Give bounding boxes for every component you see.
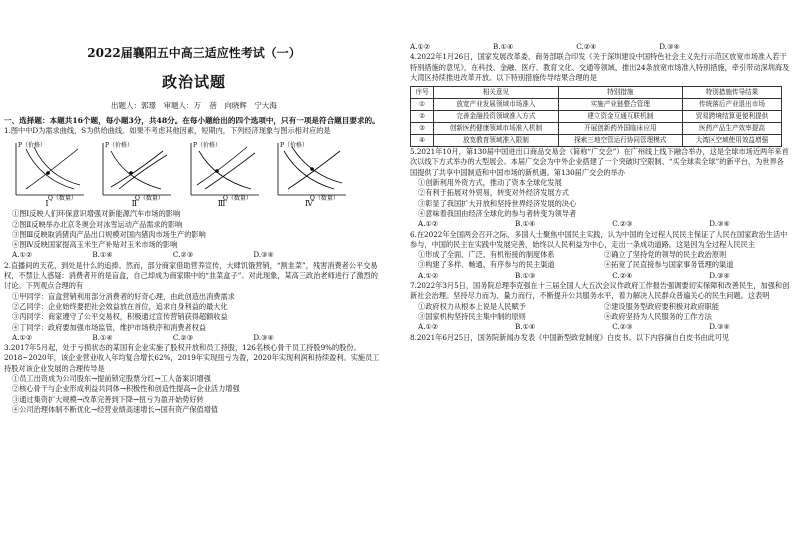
q7-option-b[interactable]: B.①④	[515, 322, 536, 332]
q3-option-d[interactable]: D.③④	[659, 42, 680, 51]
q5-option-b[interactable]: B.①④	[515, 219, 536, 229]
table-row	[411, 111, 782, 123]
table-row	[411, 135, 782, 147]
q2-options	[4, 333, 384, 343]
q5-option-c[interactable]: C.②③	[612, 219, 633, 229]
q5-stem: 5.2021年10月，第130届中国进出口商品交易会（简称“广交会”）在广州线上线下融合举办，这是全球市场近两年来首次以线下方式举办的大型展会。本届广交会为中外企业搭建了一个突破时空限制、“买全球卖全球”的新平台，为世界各国提供了共享中国制造和中国市场的新机遇。第130届广交会的举办	[410, 147, 789, 177]
q1-item-4: ④图Ⅳ反映国家提高玉米生产补贴对玉米市场的影响	[12, 240, 178, 250]
q2-item-2: ②乙同学：企业始终要把社会效益放在首位，追求自身利益的最大化	[12, 301, 228, 311]
q7-item-3: ③国家机构坚持民主集中制的原则	[418, 311, 526, 321]
subject-title: 政治试题	[161, 73, 226, 91]
right-column	[410, 0, 790, 560]
q7-option-a[interactable]: A.①②	[418, 322, 439, 332]
q2-option-a[interactable]: A.①②	[12, 332, 33, 342]
question-2	[4, 261, 384, 343]
q2-item-3: ③丙同学：商家遵守了公平交易权，积极通过宣传营销获得超额收益	[12, 312, 228, 322]
q4-header-result: 特别措施传导结果	[682, 87, 781, 99]
q1-graph-4-label: Ⅳ	[304, 199, 313, 208]
question-3	[4, 343, 384, 415]
q7-option-d[interactable]: D.③④	[709, 322, 730, 332]
q2-item-4: ④丁同学：政府要加强市场监管，维护市场秩序和消费者权益	[12, 322, 207, 332]
q1-graph-4	[270, 139, 348, 209]
q3-item-4: ④公司治理体制不断优化→经营业绩高速增长→国有资产保值增值	[12, 404, 219, 414]
question-1	[4, 126, 384, 261]
q6-options	[410, 271, 790, 281]
q3-item-1: ①员工出资成为公司股东→提前锁定股票分红→工人备案识增强	[12, 374, 211, 384]
q1-graph-2-p-axis: P（价格）	[105, 142, 134, 150]
q6-option-d[interactable]: D.③④	[709, 270, 730, 280]
q6-items-row-2	[410, 260, 790, 270]
q7-option-c[interactable]: C.②③	[612, 322, 633, 332]
q4-header-index: 序号	[411, 87, 434, 99]
q2-option-d[interactable]: D.③④	[253, 332, 274, 342]
q7-item-4: ④政府坚持为人民服务的工作方法	[604, 311, 712, 321]
q7-options	[410, 322, 790, 332]
table-cell: 大湾区空域使用效益增强	[682, 135, 781, 147]
q1-graph-2-label: Ⅱ	[131, 199, 138, 208]
question-4	[410, 52, 790, 147]
table-cell: 放宽教育领域准入限制	[434, 135, 558, 147]
q1-graphs	[8, 139, 348, 209]
q5-item-2: ②有利于拓展对外贸易，转变对外经济发展方式	[418, 188, 569, 198]
table-cell: 放宽产业发展领域市场准入	[434, 99, 558, 111]
table-cell: ①	[411, 99, 434, 111]
q3-options	[410, 42, 790, 52]
q1-option-d[interactable]: D.③④	[253, 250, 274, 260]
table-cell: 传统落后产业退出市场	[682, 99, 781, 111]
table-cell: 实施产业链整合管理	[558, 99, 682, 111]
q7-item-1: ①政府权力从根本上说是人民赋予	[418, 301, 526, 311]
table-cell: 完善金融投资领域准入方式	[434, 111, 558, 123]
section1-heading: 一、选择题：本题共16个题，每小题3分，共48分。在每小题给出的四个选项中，只有一项是符合题目要求的。	[4, 116, 380, 125]
table-cell: ②	[411, 111, 434, 123]
q5-option-d[interactable]: D.③④	[709, 219, 730, 229]
table-cell: 探索三地空管运行协同管理模式	[558, 135, 682, 147]
q6-item-3: ③构建了多样、畅通、有序参与的民主渠道	[418, 260, 555, 270]
table-cell: 贸易跨境结算更便利提供	[682, 111, 781, 123]
q6-items-row-1	[410, 250, 790, 260]
q6-option-b[interactable]: B.①③	[515, 270, 536, 280]
table-row	[411, 123, 782, 135]
table-cell: 开展创新药外国临床应用	[558, 123, 682, 135]
q6-item-2: ②确立了坚持党的领导的民主政治原则	[604, 250, 727, 260]
q1-graph-3-p-axis: P（价格）	[192, 142, 221, 150]
left-column	[4, 0, 384, 560]
q3-option-a[interactable]: A.①②	[410, 42, 431, 51]
q5-item-3: ③彰显了我国扩大开放和坚持世界经济发展的决心	[418, 198, 577, 208]
q1-graph-2	[95, 139, 173, 209]
q1-option-a[interactable]: A.①②	[12, 250, 33, 260]
q1-graph-1	[8, 139, 86, 209]
q6-item-1: ①形成了全面、广泛、有机衔接的制度体系	[418, 250, 555, 260]
q6-option-c[interactable]: C.②④	[612, 270, 633, 280]
q1-graph-1-q-axis: Q（数量）	[48, 195, 77, 203]
q1-option-b[interactable]: B.①④	[92, 250, 113, 260]
q5-options	[410, 219, 790, 229]
question-5	[410, 147, 790, 229]
q5-item-4: ④意味着我国由经济全球化的参与者转变为领导者	[418, 208, 577, 218]
q1-item-3: ③图Ⅲ反映取消猪肉产品出口规模对国内猪肉市场生产的影响	[12, 229, 206, 239]
question-7	[410, 281, 790, 332]
q3-option-c[interactable]: C.②④	[576, 42, 597, 51]
table-row	[411, 99, 782, 111]
q2-stem: 2.直播间的天花，到处是什么的追捧。然而，部分商家借助营养宣传，大肆饥饿营销，“割韭菜”，残害消费者公平交易权，不禁让人惑疑：消费者开的是盲盒，自己却成为商家眼中的“韭菜盒子”。对此现象，某高三政治老师进行了激烈的讨论。下列观点合理的有	[4, 260, 378, 291]
table-cell: 创新医药健康领域市场准入机制	[434, 123, 558, 135]
q1-options	[4, 250, 384, 260]
q4-table	[410, 86, 782, 147]
q7-stem: 7.2022年3月5日，国务院总理李克强在十三届全国人大五次会议作政府工作报告强调要切实保障和改善民生，加强和创新社会治理。坚持尽力而为、量力而行，不断提升公共服务水平，着力解决人民群众普遍关心的民生问题。这表明	[410, 281, 790, 301]
q6-option-a[interactable]: A.①②	[418, 270, 439, 280]
q1-graph-1-label: Ⅰ	[45, 199, 49, 208]
q2-item-1: ①甲同学：盲盒营销利用部分消费者的好奇心理，由此创造出消费需求	[12, 291, 235, 301]
q3-item-2: ②核心骨干与企业形成利益共同体→积极性和创造性提高→企业活力增强	[12, 384, 240, 394]
q3-option-b[interactable]: B.①④	[493, 42, 514, 51]
q5-item-1: ①创新利用外资方式，推动了资本全球化发展	[418, 178, 562, 188]
question-6	[410, 230, 790, 281]
q2-option-b[interactable]: B.①④	[92, 332, 113, 342]
question-8	[410, 333, 790, 343]
table-cell: ③	[411, 123, 434, 135]
q8-stem: 8.2021年6月25日，国务院新闻办发表《中国新型政党制度》白皮书。以下内容摘自白皮书由此可见	[410, 332, 730, 342]
q1-graph-3-q-axis: Q（数量）	[222, 195, 252, 203]
table-cell: 建立资金互通互联机制	[558, 111, 682, 123]
q3-item-3: ③通过集资扩大规模→改革完善到下降→扭亏为盈开始势好转	[12, 394, 204, 404]
authors-line: 出题人：郭璟 审题人：万 蓓 向晓辉 宁大海	[111, 101, 277, 110]
q4-stem: 4.2022年1月26日，国家发展改革委、商务部联合印发《关于深圳建设中国特色社会主义先行示范区放宽市场准入若干特别措施的意见》，在科技、金融、医疗、教育文化、交通等领域，推出24条放宽市场准入特别措施，牵引带动深圳海及大湾区持续推进改革开放。以下特别措施传导结果合理的是	[410, 52, 790, 82]
table-cell: 医药产品生产效率提高	[682, 123, 781, 135]
q4-header-measure: 特别措施	[558, 87, 682, 99]
q1-graph-4-q-axis: Q（数量）	[309, 195, 339, 203]
q6-item-4: ④拓宽了民直接参与国家事务管理的渠道	[604, 260, 734, 270]
q1-graph-2-q-axis: Q（数量）	[135, 195, 165, 203]
q6-stem: 6.在2022年全国两会召开之际，多国人士聚焦中国民主实践，认为中国的全过程人民民主保证了人民在国家政治生活中参与，中国的民主在实践中发展完善，始终以人民利益为中心，走出一条成功道路。这是因为全过程人民民主	[410, 229, 788, 249]
q7-item-2: ②建设服务型政府要积极对政府职能	[604, 301, 720, 311]
q7-items-row-1	[410, 302, 790, 312]
q3-stem: 3.2017年5月起，处于亏损状态的某国有企业实施了股权开放和员工持股，126名核心骨干员工持股9%的股份。2018~2020年，该企业营业收入年均复合增长62%，2019年实现扭亏为盈，2020年实现利润和持续盈利。实施员工持股对该企业发展的合理传导是	[4, 343, 380, 373]
q4-header-opinion: 相关意见	[434, 87, 558, 99]
q1-stem: 1.图中中D为需求曲线，S为供给曲线。如果不考虑其他因素，短期内，下列经济现象与图示相对应的是	[4, 126, 331, 135]
q1-item-1: ①图Ⅰ反映人们环保意识增强对新能源汽车市场的影响	[12, 209, 181, 219]
exam-title: 2022届襄阳五中高三适应性考试（一）	[87, 46, 301, 60]
q1-graph-4-p-axis: P（价格）	[279, 142, 309, 150]
q2-option-c[interactable]: C.②③	[172, 332, 194, 342]
q1-item-2: ②图Ⅱ反映举办北京冬奥会对冰雪运动产品需求的影响	[12, 219, 183, 229]
q1-graph-3	[183, 139, 261, 209]
q1-graph-1-p-axis: P（价格）	[18, 142, 47, 150]
table-cell: ④	[411, 135, 434, 147]
q7-items-row-2	[410, 312, 790, 322]
q1-option-c[interactable]: C.②③	[172, 250, 194, 260]
q3-options-block	[410, 42, 790, 52]
q5-option-a[interactable]: A.①②	[418, 219, 439, 229]
q1-graph-3-label: Ⅲ	[217, 199, 226, 208]
